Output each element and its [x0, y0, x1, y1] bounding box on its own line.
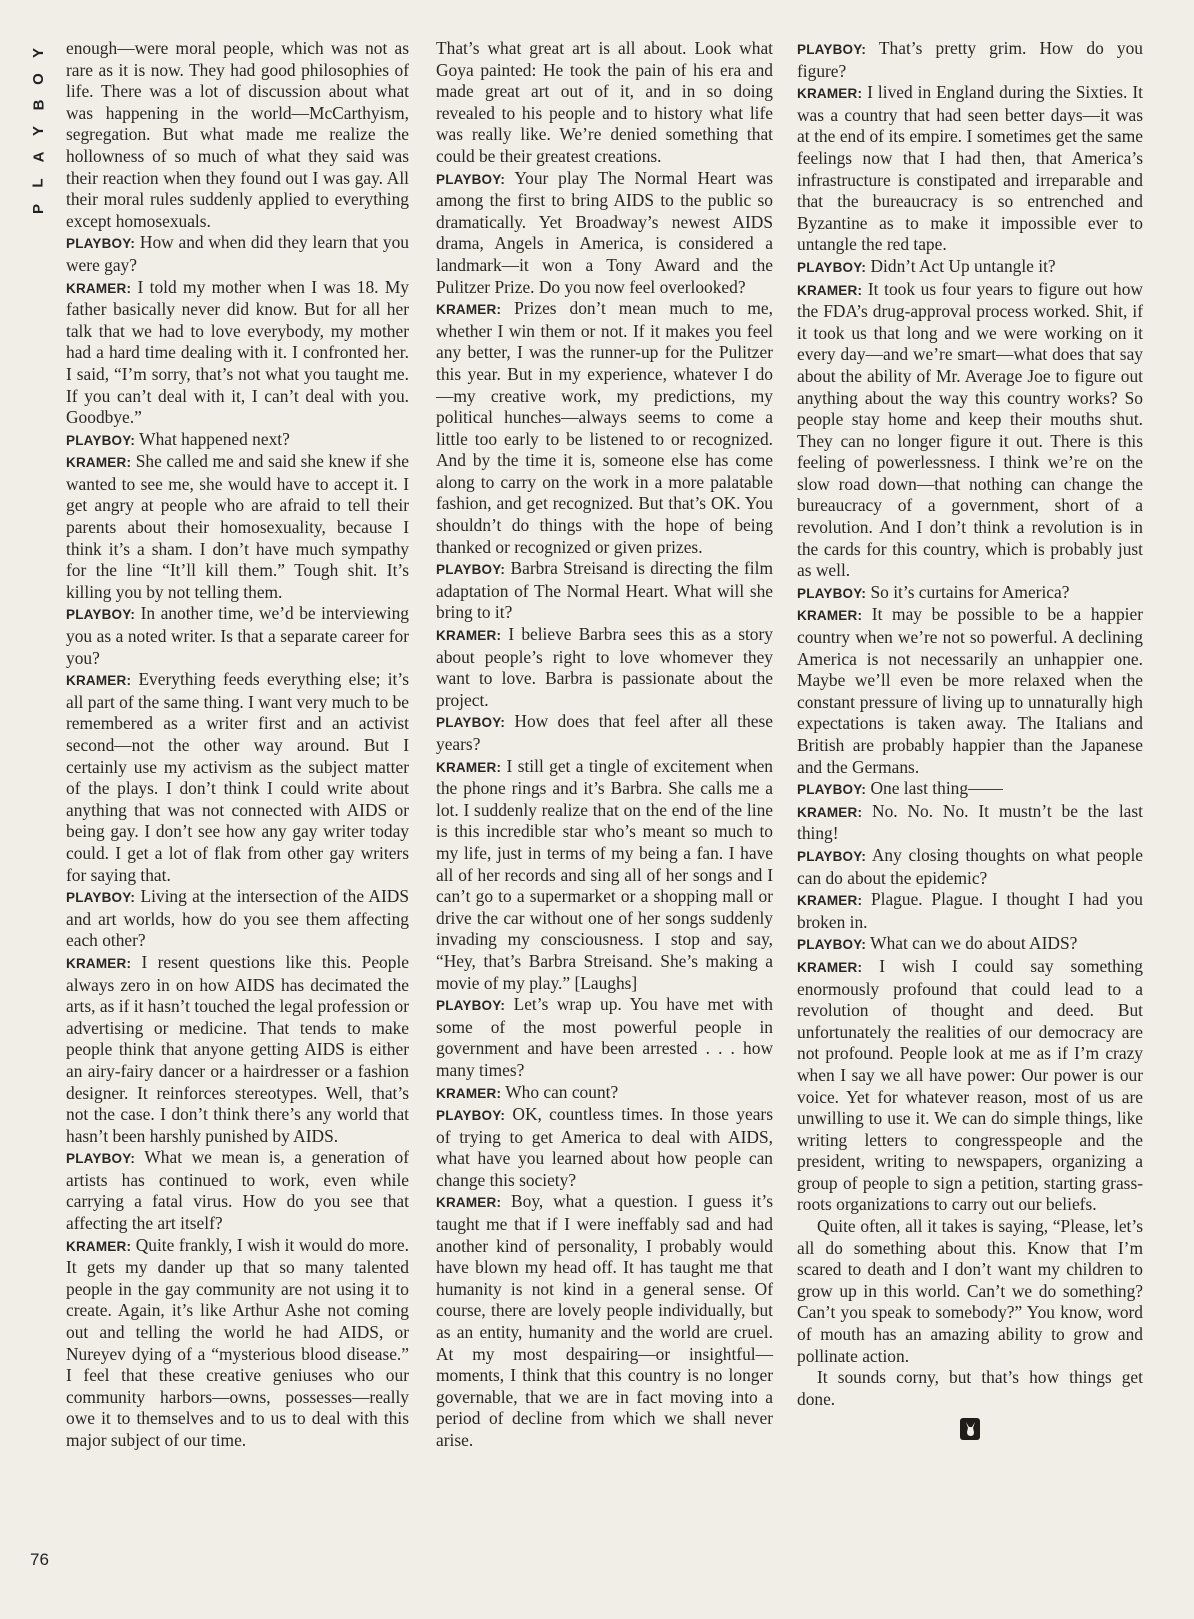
- interview-paragraph: [66, 429, 409, 452]
- paragraph-text: Let’s wrap up. You have met with some of the most powerful people in government and have been arrested . . . how many times?: [436, 994, 773, 1080]
- interview-paragraph: [436, 1191, 773, 1451]
- paragraph-text: OK, countless times. In those years of trying to get America to deal with AIDS, what have you learned about how people can change this society?: [436, 1104, 773, 1190]
- interview-paragraph: [797, 933, 1143, 956]
- running-head-letter: Y: [29, 125, 47, 137]
- interview-paragraph: [797, 801, 1143, 845]
- speaker-label: KRAMER:: [797, 893, 863, 909]
- text-column-2: [436, 38, 773, 1452]
- interview-paragraph: [797, 778, 1143, 801]
- text-column-3: [797, 38, 1143, 1440]
- speaker-label: PLAYBOY:: [797, 782, 867, 798]
- interview-paragraph: [436, 1104, 773, 1191]
- speaker-label: PLAYBOY:: [797, 937, 867, 953]
- paragraph-text: Any closing thoughts on what people can do about the epidemic?: [797, 844, 1144, 888]
- paragraph-text: Quite often, all it takes is saying, “Please, let’s all do something about this. Know that I’m scared to death and I don’t want my children to grow up in this world. Can’t we do something? Can’t you speak to somebody?” You know, word of mouth has an amazing ability to grow and pollinate action.: [797, 1216, 1143, 1366]
- paragraph-text: How and when did they learn that you were gay?: [66, 232, 409, 275]
- interview-paragraph: [66, 232, 409, 276]
- speaker-label: PLAYBOY:: [797, 42, 867, 57]
- interview-paragraph: [797, 889, 1143, 933]
- paragraph-text: Living at the intersection of the AIDS and art worlds, how do you see them affecting each other?: [66, 886, 409, 951]
- speaker-label: KRAMER:: [797, 608, 863, 624]
- paragraph-text: Everything feeds everything else; it’s all part of the same thing. I want very much to be remembered as a writer first and an activist second—not the other way around. But I certainly use my activism as the subject matter of the plays. I don’t think I could write about anything that was not connected with AIDS or being gay. I don’t see how any gay writer today could. I get a lot of flak from other gay writers for saying that.: [66, 669, 409, 885]
- running-head-letter: A: [30, 151, 47, 163]
- text-column-1: [66, 38, 409, 1452]
- interview-paragraph: [66, 451, 409, 603]
- speaker-label: PLAYBOY:: [66, 890, 136, 906]
- paragraph-text: I still get a tingle of excitement when the phone rings and it’s Barbra. She calls me a lot. I suddenly realize that on the end of the line is this incredible star who’s meant so much to my life, just in terms of my being a fan. I have all of her records and sing all of her songs and I can’t go to a supermarket or a shopping mall or drive the car without one of her songs suddenly invading my consciousness. I stop and say, “Hey, that’s Barbra Streisand. She’s making a movie of my play.” [Laughs]: [436, 755, 773, 993]
- interview-paragraph: [66, 277, 409, 429]
- paragraph-text: One last thing——: [870, 778, 1003, 799]
- speaker-label: PLAYBOY:: [436, 171, 506, 187]
- paragraph-text: It sounds corny, but that’s how things get done.: [797, 1367, 1143, 1409]
- interview-paragraph: [436, 558, 773, 624]
- paragraph-text: I resent questions like this. People always zero in on how AIDS has decimated the arts, as if it hasn’t touched the legal profession or advertising or medicine. That tends to make people think that anyone getting AIDS is either an airy-fairy dancer or a hairdresser or a fashion designer. It reinforces stereotypes. Well, that’s not the case. I don’t think there’s any world that hasn’t been harshly punished by AIDS.: [66, 951, 409, 1146]
- interview-paragraph: [436, 624, 773, 711]
- paragraph-text: Barbra Streisand is directing the film adaptation of The Normal Heart. What will she bring to it?: [436, 558, 773, 623]
- speaker-label: PLAYBOY:: [436, 562, 506, 578]
- paragraph-text: Prizes don’t mean much to me, whether I win them or not. If it makes you feel any better, I was the runner-up for the Pulitzer this year. But in my experience, whatever I do—my creative work, my predictions, my political hunches—always seems to come a little too early to be listened to or recognized. And by the time it is, someone else has come along to carry on the work in a more palatable fashion, and get recognized. But that’s OK. You shouldn’t do things with the hope of being thanked or recognized or given prizes.: [436, 298, 773, 557]
- paragraph-text: So it’s curtains for America?: [870, 581, 1070, 602]
- speaker-label: PLAYBOY:: [797, 259, 867, 275]
- interview-paragraph: [797, 956, 1143, 1216]
- speaker-label: PLAYBOY:: [66, 236, 136, 252]
- paragraph-text: In another time, we’d be interviewing you as a noted writer. Is that a separate career for you?: [66, 603, 409, 668]
- paragraph-text: I believe Barbra sees this as a story about people’s right to love whomever they want to love. Barbra is passionate about the project.: [436, 624, 773, 710]
- paragraph-text: What can we do about AIDS?: [870, 933, 1078, 954]
- speaker-label: KRAMER:: [436, 302, 502, 318]
- speaker-label: PLAYBOY:: [66, 432, 136, 448]
- paragraph-text: It took us four years to figure out how the FDA’s drug-approval process worked. Shit, if it took us that long and we were working on it every day—and we’re smart—what does that say about the ability of Mr. Average Joe to figure out anything about the way this country works? So people stay home and keep their mouths shut. They can no longer figure it out. There is this feeling of powerlessness. I think we’re on the slow road down—that nothing can change the bureaucracy of a government, short of a revolution. And I don’t think a revolution is in the cards for this country, which is probably just as well.: [797, 278, 1143, 581]
- interview-paragraph: [436, 168, 773, 299]
- interview-paragraph: [66, 38, 409, 232]
- speaker-label: KRAMER:: [797, 804, 863, 820]
- paragraph-text: Quite frankly, I wish it would do more. It gets my dander up that so many talented people in the gay community are not using it to create. Again, it’s like Arthur Ashe not coming out and telling the world he had AIDS, or Nureyev dying of a “mysterious blood disease.” I feel that these creative geniuses who our community harbors—owns, possesses—really owe it to themselves and to us to deal with this major subject of our time.: [66, 1234, 409, 1450]
- speaker-label: PLAYBOY:: [797, 848, 867, 864]
- interview-paragraph: [66, 886, 409, 952]
- speaker-label: KRAMER:: [797, 86, 863, 102]
- interview-paragraph: [66, 1235, 409, 1452]
- speaker-label: PLAYBOY:: [436, 715, 506, 731]
- speaker-label: KRAMER:: [436, 1195, 502, 1211]
- paragraph-text: Didn’t Act Up untangle it?: [870, 255, 1056, 276]
- interview-paragraph: [66, 952, 409, 1147]
- interview-paragraph: [436, 1082, 773, 1105]
- speaker-label: PLAYBOY:: [797, 585, 867, 601]
- speaker-label: KRAMER:: [436, 1085, 502, 1101]
- interview-paragraph: [797, 279, 1143, 582]
- interview-paragraph: [436, 38, 773, 168]
- speaker-label: KRAMER:: [797, 959, 863, 975]
- running-head-letter: O: [29, 73, 47, 85]
- paragraph-text: That’s what great art is all about. Look what Goya painted: He took the pain of his era and made great art out of it, and in so doing revealed to his people and to history what life was really like. We’re denied something that could be their greatest creations.: [436, 38, 773, 166]
- paragraph-text: How does that feel after all these years?: [436, 711, 773, 754]
- rabbit-head-end-mark-icon: [960, 1418, 980, 1440]
- speaker-label: KRAMER:: [66, 455, 132, 471]
- paragraph-text: What happened next?: [139, 428, 290, 449]
- paragraph-text: What we mean is, a generation of artists has continued to work, even while carrying a fatal virus. How do you see that affecting the art itself?: [66, 1147, 409, 1234]
- speaker-label: PLAYBOY:: [66, 607, 136, 623]
- interview-paragraph: [436, 994, 773, 1081]
- running-head-letter: P: [29, 203, 47, 215]
- paragraph-text: She called me and said she knew if she wanted to see me, she would have to accept it. I get angry at people who are afraid to tell their parents about their homosexuality, because I think it’s a sham. I don’t have much sympathy for the line “It’ll kill them.” Tough shit. It’s killing you by not telling them.: [66, 451, 410, 602]
- interview-paragraph: [797, 604, 1143, 778]
- page-number: 76: [30, 1550, 49, 1569]
- interview-paragraph: [66, 1147, 409, 1234]
- paragraph-text: Your play The Normal Heart was among the first to bring AIDS to the public so dramatically. Yet Broadway’s newest AIDS drama, Angels in America, is considered a landmark—it won a Tony Award and the Pulitzer Prize. Do you now feel overlooked?: [436, 167, 773, 297]
- interview-paragraph: [66, 669, 409, 886]
- interview-paragraph: [436, 711, 773, 755]
- interview-paragraph: [797, 1367, 1143, 1410]
- speaker-label: KRAMER:: [436, 628, 502, 644]
- paragraph-text: I lived in England during the Sixties. It was a country that had seen better days—it was at the end of its empire. I sometimes get the same feelings now that I had then, that America’s infrastructure is constipated and irreparable and that the bureaucracy is so entrenched and Byzantine as to make it impossible ever to untangle the red tape.: [797, 82, 1143, 255]
- speaker-label: PLAYBOY:: [436, 998, 506, 1014]
- paragraph-text: I wish I could say something enormously profound that could lead to a revolution of thought and deed. But unfortunately the realities of our democracy are not profound. People look at me as if I’m crazy when I say we all have power: Our power is our voice. Yet for whatever reason, most of us are unwilling to use it. We can do simple things, like writing letters to congresspeople and the president, writing to newspapers, organizing a group of people to sign a petition, starting grass-roots organizations to carry out our beliefs.: [797, 955, 1143, 1215]
- article-body: [0, 38, 1194, 1598]
- paragraph-text: Plague. Plague. I thought I had you broken in.: [797, 889, 1143, 932]
- interview-paragraph: [797, 845, 1143, 889]
- running-head-letter: Y: [29, 47, 47, 59]
- interview-paragraph: [436, 298, 773, 558]
- paragraph-text: No. No. No. It mustn’t be the last thing!: [797, 800, 1143, 844]
- speaker-label: KRAMER:: [66, 280, 132, 296]
- speaker-label: KRAMER:: [436, 759, 502, 775]
- speaker-label: KRAMER:: [66, 673, 132, 689]
- interview-paragraph: [66, 603, 409, 669]
- paragraph-text: Boy, what a question. I guess it’s taught me that if I were ineffably sad and had another kind of personality, I probably would have blown my head off. It has taught me that humanity is not kind in a general sense. Of course, there are lovely people individually, but as an entity, humanity and the world are cruel. At my most despairing—or insightful—moments, I think that this country is no longer governable, that we are in fact moving into a period of decline from which we shall never arise.: [436, 1191, 773, 1450]
- paragraph-text: That’s pretty grim. How do you figure?: [797, 38, 1143, 81]
- speaker-label: KRAMER:: [66, 955, 132, 971]
- running-head-letter: L: [29, 178, 47, 188]
- running-head-letter: B: [30, 99, 47, 111]
- interview-paragraph: [797, 582, 1143, 605]
- interview-paragraph: [797, 38, 1143, 82]
- interview-paragraph: [436, 756, 773, 995]
- interview-paragraph: [797, 256, 1143, 279]
- interview-paragraph: [797, 1216, 1143, 1367]
- speaker-label: PLAYBOY:: [66, 1151, 136, 1167]
- paragraph-text: It may be possible to be a happier country when we’re not so powerful. A declining America is not necessarily an unhappier one. Maybe we’ll even be more relaxed when the constant pressure of living up to unnaturally high expectations is taken away. The Italians and British are probably happier than the Japanese and the Germans.: [797, 604, 1143, 777]
- interview-paragraph: [797, 82, 1143, 256]
- speaker-label: PLAYBOY:: [436, 1108, 506, 1124]
- paragraph-text: I told my mother when I was 18. My father basically never did know. But for all her talk that we had to love everybody, my mother had a hard time dealing with it. I confronted her. I said, “I’m sorry, that’s not what you taught me. If you can’t deal with it, I can’t deal with you. Goodbye.”: [66, 276, 409, 428]
- speaker-label: KRAMER:: [66, 1238, 132, 1254]
- speaker-label: KRAMER:: [797, 282, 863, 298]
- paragraph-text: enough—were moral people, which was not as rare as it is now. They had good philosophies of life. There was a lot of discussion about what was happening in the world—McCarthyism, segregation. But what made me realize the hollowness of so much of what they said was their reaction when they found out I was gay. All their moral rules suddenly applied to everything except homosexuals.: [66, 38, 409, 231]
- paragraph-text: Who can count?: [505, 1081, 619, 1102]
